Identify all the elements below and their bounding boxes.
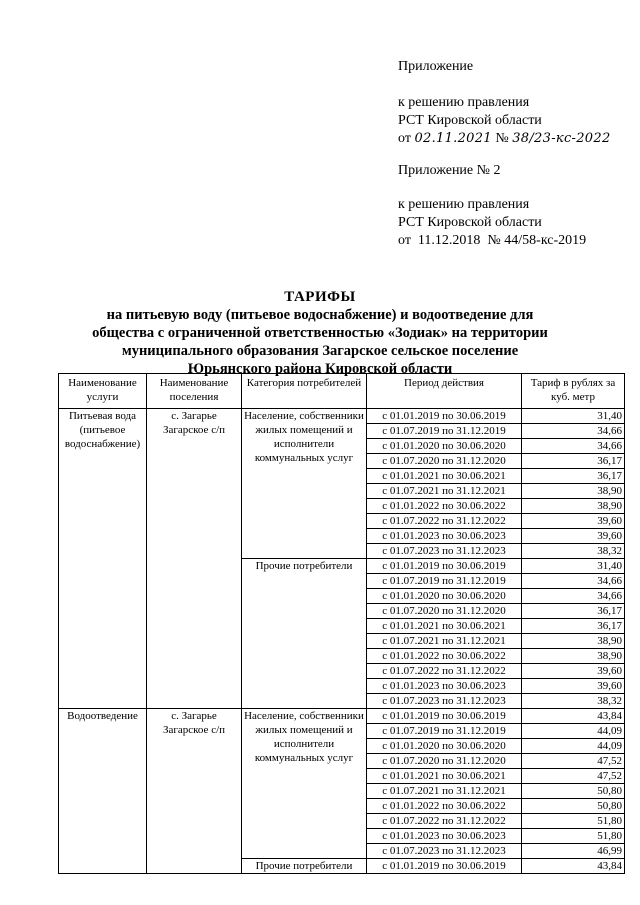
period-cell: с 01.07.2022 по 31.12.2022 — [367, 514, 522, 529]
period-cell: с 01.01.2019 по 30.06.2019 — [367, 409, 522, 424]
tariff-value-cell: 43,84 — [522, 859, 625, 874]
tariff-value-cell: 51,80 — [522, 829, 625, 844]
tariff-value-cell: 38,90 — [522, 634, 625, 649]
tariff-value-cell: 38,32 — [522, 694, 625, 709]
decision-reference — [398, 94, 611, 148]
tariff-value-cell: 44,09 — [522, 739, 625, 754]
tariff-value-cell: 38,90 — [522, 649, 625, 664]
period-cell: с 01.07.2020 по 31.12.2020 — [367, 754, 522, 769]
handwritten-number: 38/23-кс-2022 — [512, 131, 611, 146]
period-cell: с 01.07.2019 по 31.12.2019 — [367, 424, 522, 439]
original-decision-line: к решению правления — [398, 197, 530, 212]
period-cell: с 01.01.2021 по 30.06.2021 — [367, 469, 522, 484]
tariff-value-cell: 38,90 — [522, 484, 625, 499]
period-cell: с 01.07.2023 по 31.12.2023 — [367, 844, 522, 859]
settlement-name-cell: с. Загарье Загарское с/п — [147, 409, 242, 709]
period-cell: с 01.01.2019 по 30.06.2019 — [367, 709, 522, 724]
tariff-value-cell: 39,60 — [522, 514, 625, 529]
consumer-category-cell: Население, собственники жилых помещений и исполнители коммунальных услуг — [242, 709, 367, 859]
period-cell: с 01.01.2023 по 30.06.2023 — [367, 529, 522, 544]
tariff-value-cell: 51,80 — [522, 814, 625, 829]
appendix-label: Приложение — [398, 59, 474, 74]
tariff-value-cell: 39,60 — [522, 664, 625, 679]
period-cell: с 01.01.2023 по 30.06.2023 — [367, 679, 522, 694]
tariff-value-cell: 31,40 — [522, 559, 625, 574]
tariff-value-cell: 44,09 — [522, 724, 625, 739]
period-cell: с 01.01.2023 по 30.06.2023 — [367, 829, 522, 844]
appendix-2-header — [398, 162, 501, 180]
period-cell: с 01.01.2021 по 30.06.2021 — [367, 619, 522, 634]
tariff-value-cell: 46,99 — [522, 844, 625, 859]
table-row — [59, 709, 625, 724]
period-cell: с 01.07.2019 по 31.12.2019 — [367, 724, 522, 739]
column-header-category: Категория потребителей — [242, 374, 367, 409]
column-header-settlement: Наименование поселения — [147, 374, 242, 409]
document-title — [40, 288, 600, 378]
column-header-service: Наименование услуги — [59, 374, 147, 409]
column-header-period: Период действия — [367, 374, 522, 409]
period-cell: с 01.07.2019 по 31.12.2019 — [367, 574, 522, 589]
period-cell: с 01.07.2020 по 31.12.2020 — [367, 454, 522, 469]
tariff-value-cell: 38,32 — [522, 544, 625, 559]
tariff-value-cell: 36,17 — [522, 619, 625, 634]
decision-date-line: от 02.11.2021 № 38/23-кс-2022 — [398, 131, 611, 146]
appendix-2-label: Приложение № 2 — [398, 163, 501, 178]
title-heading: ТАРИФЫ — [284, 289, 356, 305]
tariff-value-cell: 31,40 — [522, 409, 625, 424]
tariff-value-cell: 34,66 — [522, 589, 625, 604]
period-cell: с 01.07.2023 по 31.12.2023 — [367, 694, 522, 709]
period-cell: с 01.07.2021 по 31.12.2021 — [367, 484, 522, 499]
period-cell: с 01.01.2020 по 30.06.2020 — [367, 439, 522, 454]
title-line: Юрьянского района Кировской области — [187, 361, 453, 377]
period-cell: с 01.01.2022 по 30.06.2022 — [367, 499, 522, 514]
period-cell: с 01.01.2022 по 30.06.2022 — [367, 799, 522, 814]
tariff-value-cell: 34,66 — [522, 424, 625, 439]
tariff-value-cell: 50,80 — [522, 784, 625, 799]
appendix-header — [398, 58, 473, 76]
period-cell: с 01.01.2020 по 30.06.2020 — [367, 739, 522, 754]
consumer-category-cell: Прочие потребители — [242, 559, 367, 709]
period-cell: с 01.07.2022 по 31.12.2022 — [367, 814, 522, 829]
tariff-value-cell: 39,60 — [522, 529, 625, 544]
original-decision-reference — [398, 196, 586, 250]
period-cell: с 01.01.2021 по 30.06.2021 — [367, 769, 522, 784]
period-cell: с 01.01.2020 по 30.06.2020 — [367, 589, 522, 604]
period-cell: с 01.01.2022 по 30.06.2022 — [367, 649, 522, 664]
period-cell: с 01.07.2021 по 31.12.2021 — [367, 784, 522, 799]
column-header-tariff: Тариф в рублях за куб. метр — [522, 374, 625, 409]
period-cell: с 01.01.2019 по 30.06.2019 — [367, 559, 522, 574]
handwritten-date: 02.11.2021 — [414, 131, 492, 146]
tariff-value-cell: 50,80 — [522, 799, 625, 814]
tariff-value-cell: 36,17 — [522, 469, 625, 484]
tariff-value-cell: 36,17 — [522, 604, 625, 619]
consumer-category-cell: Прочие потребители — [242, 859, 367, 874]
tariff-value-cell: 47,52 — [522, 769, 625, 784]
tariff-value-cell: 39,60 — [522, 679, 625, 694]
service-name-cell: Питьевая вода (питьевое водоснабжение) — [59, 409, 147, 709]
original-authority-line: РСТ Кировской области — [398, 215, 542, 230]
period-cell: с 01.07.2021 по 31.12.2021 — [367, 634, 522, 649]
tariff-value-cell: 34,66 — [522, 574, 625, 589]
period-cell: с 01.07.2023 по 31.12.2023 — [367, 544, 522, 559]
tariff-value-cell: 34,66 — [522, 439, 625, 454]
period-cell: с 01.07.2020 по 31.12.2020 — [367, 604, 522, 619]
tariff-table — [58, 373, 625, 874]
tariff-value-cell: 43,84 — [522, 709, 625, 724]
decision-line: к решению правления — [398, 95, 530, 110]
tariff-value-cell: 47,52 — [522, 754, 625, 769]
authority-line: РСТ Кировской области — [398, 113, 542, 128]
original-decision-date-line: от 11.12.2018 № 44/58-кс-2019 — [398, 233, 587, 248]
consumer-category-cell: Население, собственники жилых помещений и исполнители коммунальных услуг — [242, 409, 367, 559]
period-cell: с 01.07.2022 по 31.12.2022 — [367, 664, 522, 679]
title-line: муниципального образования Загарское сельское поселение — [121, 343, 519, 359]
service-name-cell: Водоотведение — [59, 709, 147, 874]
table-header-row — [59, 374, 625, 409]
title-line: на питьевую воду (питьевое водоснабжение) и водоотведение для — [106, 307, 534, 323]
table-row — [59, 409, 625, 424]
title-line: общества с ограниченной ответственностью «Зодиак» на территории — [92, 325, 548, 341]
tariff-value-cell: 36,17 — [522, 454, 625, 469]
tariff-value-cell: 38,90 — [522, 499, 625, 514]
settlement-name-cell: с. Загарье Загарское с/п — [147, 709, 242, 874]
period-cell: с 01.01.2019 по 30.06.2019 — [367, 859, 522, 874]
